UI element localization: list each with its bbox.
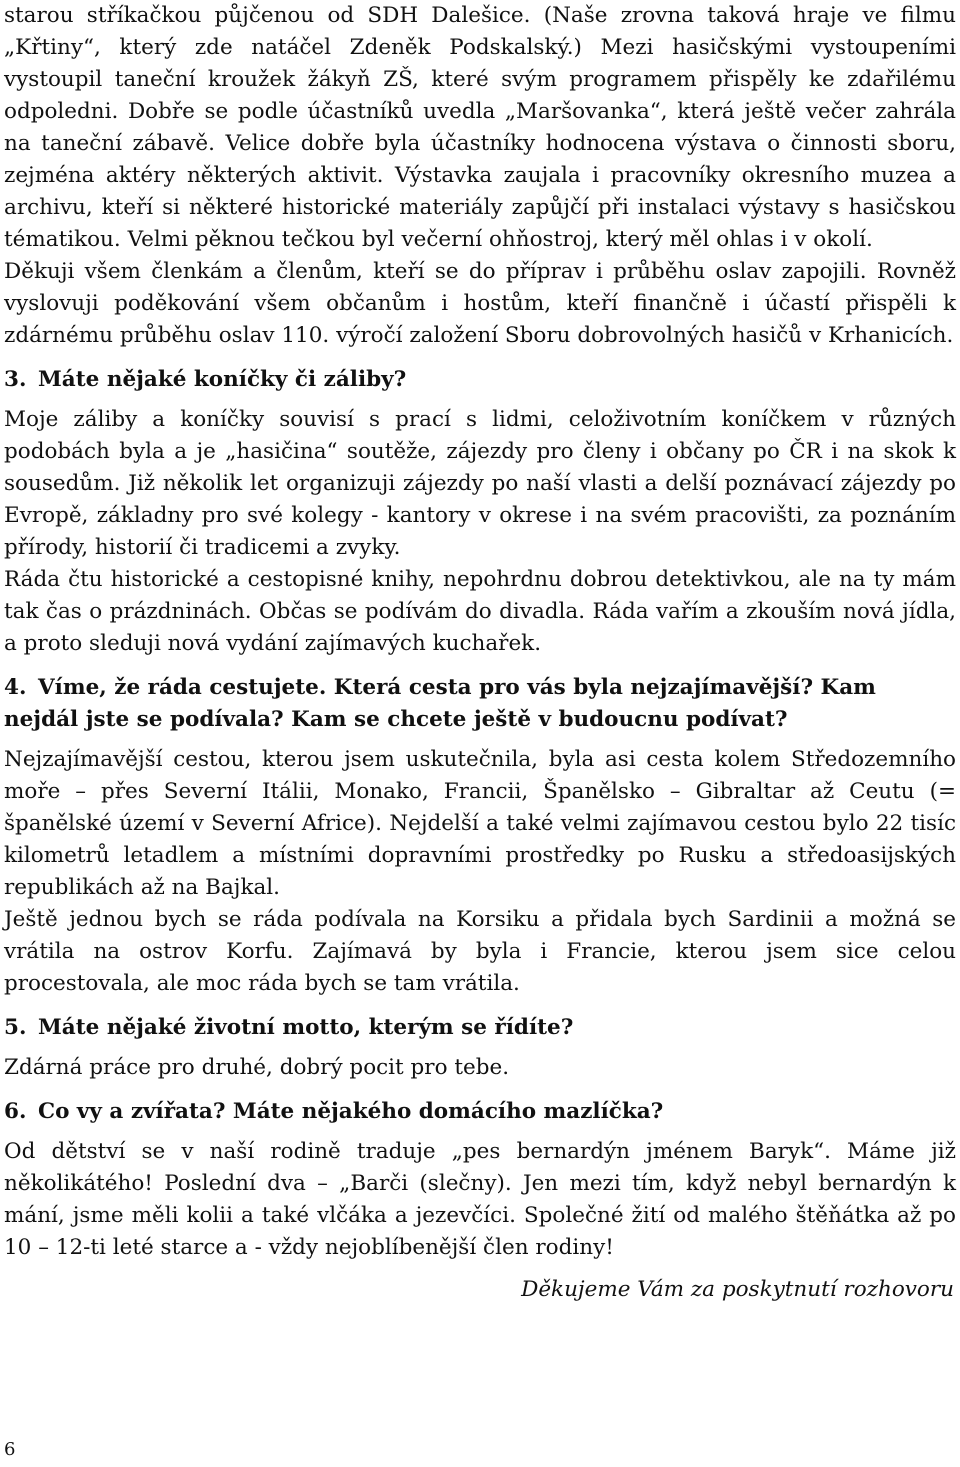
question-heading-4 [4, 672, 956, 736]
question-text-6: Co vy a zvířata? Máte nějakého domácího mazlíčka? [38, 1099, 664, 1124]
section-6 [4, 1096, 956, 1264]
section-3 [4, 364, 956, 660]
intro-paragraph-2: Děkuji všem členkám a členům, kteří se do příprav i průběhu oslav zapojili. Rovněž vyslovuji poděkování všem občanům i hostům, kteří finančně i účastí přispěli k zdárnému průběhu oslav 110. výročí založení Sboru dobrovolných hasičů v Krhanicích. [4, 259, 956, 348]
answer-6-paragraph-1: Od dětství se v naší rodině traduje „pes bernardýn jménem Baryk“. Máme již několikátého! Poslední dva – „Barči (slečny). Jen mezi tím, když nebyl bernardýn k mání, jsme měli kolii a také vlčáka a jezevčíci. Společné žití od malého štěňátka až po 10 – 12-ti leté starce a - vždy nejoblíbenější člen rodiny! [4, 1139, 956, 1260]
question-number-5: 5. [4, 1015, 27, 1040]
section-5 [4, 1012, 956, 1084]
answer-3-paragraph-1: Moje záliby a koníčky souvisí s prací s lidmi, celoživotním koníčkem v různých podobách byla a je „hasičina“ soutěže, zájezdy pro členy i občany po ČR i na skok k sousedům. Již několik let organizuji zájezdy po naší vlasti a delší poznávací zájezdy po Evropě, základny pro své kolegy - kantory v okrese i na svém pracovišti, za poznáním přírody, historií či tradicemi a zvyky. [4, 407, 956, 560]
question-heading-3 [4, 364, 956, 396]
question-number-3: 3. [4, 367, 27, 392]
section-4 [4, 672, 956, 1000]
intro-paragraph-1: starou stříkačkou půjčenou od SDH Dalešice. (Naše zrovna taková hraje ve filmu „Křtiny“, který zde natáčel Zdeněk Podskalský.) Mezi hasičskými vystoupeními vystoupil taneční kroužek žákyň ZŠ, které svým programem přispěly ke zdařilému odpoledni. Dobře se podle účastníků uvedla „Maršovanka“, která ještě večer zahrála na taneční zábavě. Velice dobře byla účastníky hodnocena výstava o činnosti sboru, zejména aktéry některých aktivit. Výstavka zaujala i pracovníky okresního muzea a archivu, kteří si některé historické materiály zapůjčí při instalaci výstavy s hasičskou tématikou. Velmi pěknou tečkou byl večerní ohňostroj, který měl ohlas i v okolí. [4, 3, 956, 252]
answer-5-paragraph-1: Zdárná práce pro druhé, dobrý pocit pro tebe. [4, 1055, 510, 1080]
question-number-6: 6. [4, 1099, 27, 1124]
page-number: 6 [4, 1439, 16, 1460]
interview-signoff: Děkujeme Vám za poskytnutí rozhovoru [521, 1277, 954, 1302]
answer-3-paragraph-2: Ráda čtu historické a cestopisné knihy, nepohrdnu dobrou detektivkou, ale na ty mám tak čas o prázdninách. Občas se podívám do divadla. Ráda vařím a zkouším nová jídla, a proto sleduji nová vydání zajímavých kuchařek. [4, 567, 956, 656]
question-heading-6 [4, 1096, 956, 1128]
question-number-4: 4. [4, 675, 27, 700]
question-text-3: Máte nějaké koníčky či záliby? [38, 367, 407, 392]
answer-4-paragraph-1: Nejzajímavější cestou, kterou jsem uskutečnila, byla asi cesta kolem Středozemního moře – přes Severní Itálii, Monako, Francii, Španělsko – Gibraltar až Ceutu (= španělské území v Severní Africe). Nejdelší a také velmi zajímavou cestou bylo 22 tisíc kilometrů letadlem a místními dopravními prostředky po Rusku a středoasijských republikách až na Bajkal. [4, 747, 956, 900]
document-page [4, 0, 956, 1306]
answer-4-paragraph-2: Ještě jednou bych se ráda podívala na Korsiku a přidala bych Sardinii a možná se vrátila na ostrov Korfu. Zajímavá by byla i Francie, kterou jsem sice celou procestovala, ale moc ráda bych se tam vrátila. [4, 907, 956, 996]
question-heading-5 [4, 1012, 956, 1044]
question-text-4: Víme, že ráda cestujete. Která cesta pro vás byla nejzajímavější? Kam nejdál jste se podívala? Kam se chcete ještě v budoucnu podívat? [4, 675, 876, 732]
question-text-5: Máte nějaké životní motto, kterým se řídíte? [38, 1015, 574, 1040]
